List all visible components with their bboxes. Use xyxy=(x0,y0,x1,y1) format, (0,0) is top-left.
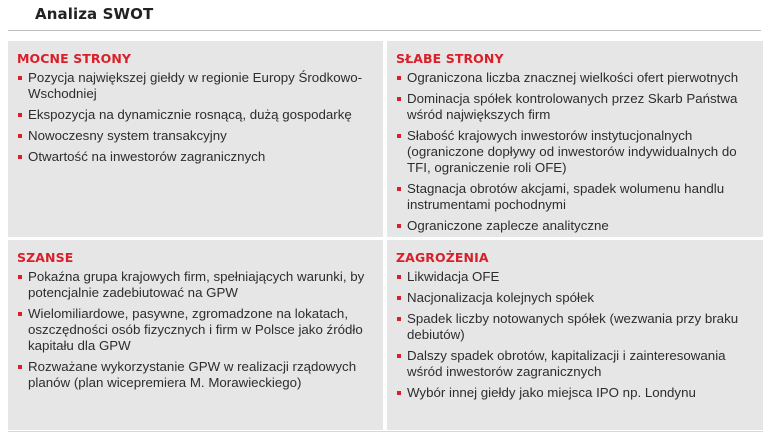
list-item: Rozważane wykorzystanie GPW w realizacji rządowych planów (plan wicepremiera M. Morawieckiego) xyxy=(17,359,375,391)
page-title: Analiza SWOT xyxy=(35,5,154,23)
list-item: Ekspozycja na dynamicznie rosnącą, dużą gospodarkę xyxy=(17,107,375,123)
weaknesses-box xyxy=(387,41,763,237)
list-item: Otwartość na inwestorów zagranicznych xyxy=(17,149,375,165)
list-item: Nowoczesny system transakcyjny xyxy=(17,128,375,144)
threats-list xyxy=(396,269,755,401)
opportunities-box xyxy=(8,240,383,430)
strengths-list xyxy=(17,70,375,165)
list-item: Ograniczone zaplecze analityczne xyxy=(396,218,755,234)
weaknesses-heading: SŁABE STRONY xyxy=(396,51,504,66)
title-divider xyxy=(8,30,761,31)
swot-grid xyxy=(8,41,763,430)
weaknesses-list xyxy=(396,70,755,234)
list-item: Pozycja największej giełdy w regionie Europy Środkowo-Wschodniej xyxy=(17,70,375,102)
bottom-divider xyxy=(8,431,763,432)
list-item: Pokaźna grupa krajowych firm, spełniających warunki, by potencjalnie zadebiutować na GPW xyxy=(17,269,375,301)
strengths-box xyxy=(8,41,383,237)
threats-box xyxy=(387,240,763,430)
strengths-heading: MOCNE STRONY xyxy=(17,51,132,66)
list-item: Dominacja spółek kontrolowanych przez Skarb Państwa wśród największych firm xyxy=(396,91,755,123)
list-item: Spadek liczby notowanych spółek (wezwania przy braku debiutów) xyxy=(396,311,755,343)
list-item: Dalszy spadek obrotów, kapitalizacji i zainteresowania wśród inwestorów zagranicznych xyxy=(396,348,755,380)
threats-heading: ZAGROŻENIA xyxy=(396,250,489,265)
list-item: Wielomiliardowe, pasywne, zgromadzone na lokatach, oszczędności osób fizycznych i firm w Polsce jako źródło kapitału dla GPW xyxy=(17,306,375,354)
list-item: Wybór innej giełdy jako miejsca IPO np. Londynu xyxy=(396,385,755,401)
list-item: Nacjonalizacja kolejnych spółek xyxy=(396,290,755,306)
opportunities-list xyxy=(17,269,375,391)
list-item: Słabość krajowych inwestorów instytucjonalnych (ograniczone dopływy od inwestorów indywidualnych do TFI, ograniczenie roli OFE) xyxy=(396,128,755,176)
list-item: Ograniczona liczba znacznej wielkości ofert pierwotnych xyxy=(396,70,755,86)
list-item: Stagnacja obrotów akcjami, spadek wolumenu handlu instrumentami pochodnymi xyxy=(396,181,755,213)
list-item: Likwidacja OFE xyxy=(396,269,755,285)
opportunities-heading: SZANSE xyxy=(17,250,74,265)
